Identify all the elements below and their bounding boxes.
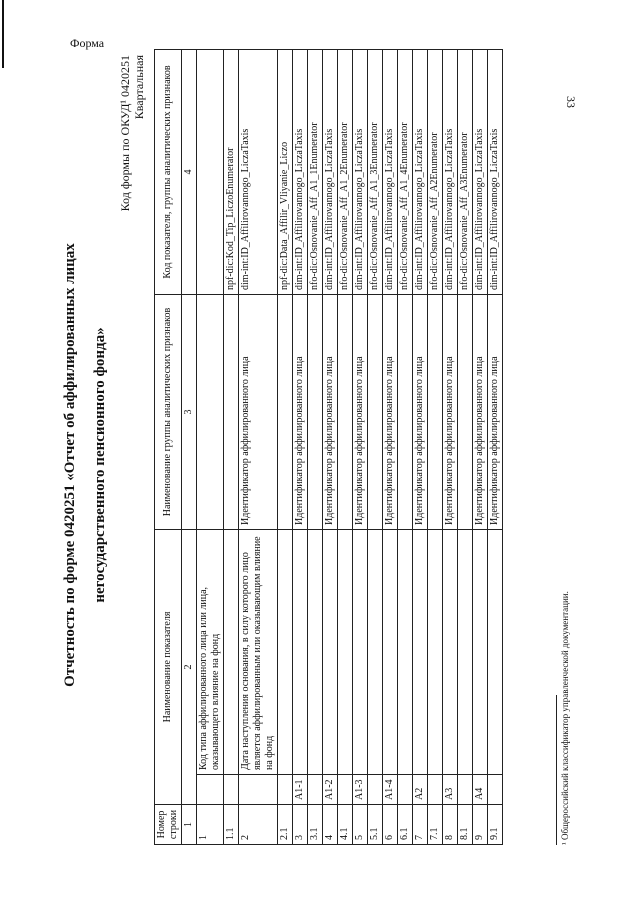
indicator-code-cell: nfo-dic:Osnovanie_Aff_A1_2Enumerator [338, 49, 353, 294]
row-ref-cell: A4 [473, 775, 488, 805]
indicator-code-cell: dim-int:ID_Affilirovannogo_LiczaTaxis [413, 49, 428, 294]
page-number: 33 [564, 96, 578, 108]
row-ref-cell: A2 [413, 775, 428, 805]
document-title-line1: Отчетность по форме 0420251 «Отчет об аффилированных лицах [62, 243, 78, 687]
group-name-cell [197, 294, 224, 529]
indicator-name-cell [458, 529, 473, 774]
header-indicator-code: Код показателя, группы аналитических признаков [155, 49, 182, 294]
group-name-cell: Идентификатор аффилированного лица [323, 294, 338, 529]
row-number-cell: 4 [323, 805, 338, 845]
group-name-cell: Идентификатор аффилированного лица [239, 294, 278, 529]
row-ref-cell: A1-2 [323, 775, 338, 805]
column-number: 4 [182, 49, 197, 294]
row-ref-cell [488, 775, 503, 805]
row-ref-cell: A1-4 [383, 775, 398, 805]
table-row [293, 49, 308, 844]
indicator-name-cell [473, 529, 488, 774]
row-number-cell: 9 [473, 805, 488, 845]
column-number-row [182, 49, 197, 844]
row-number-cell: 7 [413, 805, 428, 845]
row-ref-cell [398, 775, 413, 805]
table-row [323, 49, 338, 844]
table-row [473, 49, 488, 844]
row-ref-cell [308, 775, 323, 805]
okud-code-line: Код формы по ОКУД¹ 0420251 [118, 55, 132, 212]
okud-code [118, 55, 146, 295]
row-number-cell: 3 [293, 805, 308, 845]
table-row [353, 49, 368, 844]
header-row-number: Номер строки [155, 805, 182, 845]
table-row [338, 49, 353, 844]
table-row [458, 49, 473, 844]
row-ref-cell [197, 775, 224, 805]
row-ref-cell [368, 775, 383, 805]
row-number-cell: 7.1 [428, 805, 443, 845]
group-name-cell [224, 294, 239, 529]
row-number-cell: 2.1 [278, 805, 293, 845]
table-row [383, 49, 398, 844]
row-ref-cell [338, 775, 353, 805]
indicator-code-cell: dim-int:ID_Affilirovannogo_LiczaTaxis [323, 49, 338, 294]
indicator-code-cell: dim-int:ID_Affilirovannogo_LiczaTaxis [383, 49, 398, 294]
row-ref-cell [224, 775, 239, 805]
table-row [413, 49, 428, 844]
row-ref-cell [278, 775, 293, 805]
group-name-cell: Идентификатор аффилированного лица [473, 294, 488, 529]
indicator-name-cell [293, 529, 308, 774]
indicators-table [154, 49, 503, 845]
group-name-cell: Идентификатор аффилированного лица [383, 294, 398, 529]
group-name-cell [398, 294, 413, 529]
table-body [197, 49, 503, 844]
indicator-code-cell: dim-int:ID_Affilirovannogo_LiczaTaxis [443, 49, 458, 294]
group-name-cell [338, 294, 353, 529]
indicator-name-cell: Дата наступления основания, в силу которого лицо является аффилированным или оказывающим влияние на фонд [239, 529, 278, 774]
indicator-name-cell [338, 529, 353, 774]
table-row [428, 49, 443, 844]
group-name-cell: Идентификатор аффилированного лица [443, 294, 458, 529]
indicator-code-cell [197, 49, 224, 294]
indicator-name-cell [413, 529, 428, 774]
table-row [368, 49, 383, 844]
indicator-name-cell [383, 529, 398, 774]
footnote-rule [556, 695, 557, 845]
indicator-name-cell: Код типа аффилированного лица или лица, оказывающего влияние на фонд [197, 529, 224, 774]
row-number-cell: 1.1 [224, 805, 239, 845]
group-name-cell: Идентификатор аффилированного лица [353, 294, 368, 529]
row-ref-cell: A1-1 [293, 775, 308, 805]
row-number-cell: 6.1 [398, 805, 413, 845]
table-row [239, 49, 278, 844]
indicator-code-cell: dim-int:ID_Affilirovannogo_LiczaTaxis [353, 49, 368, 294]
indicator-name-cell [443, 529, 458, 774]
row-number-cell: 6 [383, 805, 398, 845]
group-name-cell [428, 294, 443, 529]
indicator-code-cell: dim-int:ID_Affilirovannogo_LiczaTaxis [488, 49, 503, 294]
column-number: 2 [182, 529, 197, 804]
row-ref-cell [458, 775, 473, 805]
table-row [197, 49, 224, 844]
indicator-name-cell [488, 529, 503, 774]
indicator-code-cell: dim-int:ID_Affilirovannogo_LiczaTaxis [239, 49, 278, 294]
table-row [398, 49, 413, 844]
group-name-cell [458, 294, 473, 529]
indicator-name-cell [308, 529, 323, 774]
table-row [488, 49, 503, 844]
indicator-name-cell [323, 529, 338, 774]
indicator-name-cell [353, 529, 368, 774]
indicator-code-cell: npf-dic:Data_Affilir_Vliyanie_Liczo [278, 49, 293, 294]
row-number-cell: 2 [239, 805, 278, 845]
group-name-cell [308, 294, 323, 529]
table-header-row [155, 49, 182, 844]
group-name-cell: Идентификатор аффилированного лица [413, 294, 428, 529]
row-number-cell: 4.1 [338, 805, 353, 845]
indicator-code-cell: nfo-dic:Osnovanie_Aff_A3Enumerator [458, 49, 473, 294]
table-row [224, 49, 239, 844]
group-name-cell [278, 294, 293, 529]
column-number: 1 [182, 805, 197, 845]
indicator-code-cell: nfo-dic:Osnovanie_Aff_A1_4Enumerator [398, 49, 413, 294]
row-number-cell: 8 [443, 805, 458, 845]
row-number-cell: 5.1 [368, 805, 383, 845]
indicator-name-cell [368, 529, 383, 774]
row-ref-cell: A3 [443, 775, 458, 805]
document-title-line2: негосударственного пенсионного фонда» [92, 327, 108, 603]
footnote: ¹ Общероссийский классификатор управленческой документации. [560, 591, 570, 845]
row-number-cell: 3.1 [308, 805, 323, 845]
indicator-code-cell: dim-int:ID_Affilirovannogo_LiczaTaxis [473, 49, 488, 294]
group-name-cell [368, 294, 383, 529]
row-number-cell: 5 [353, 805, 368, 845]
form-label: Форма [70, 36, 105, 50]
indicator-code-cell: nfo-dic:Osnovanie_Aff_A1_1Enumerator [308, 49, 323, 294]
row-ref-cell: A1-3 [353, 775, 368, 805]
periodicity-label: Квартальная [132, 55, 146, 120]
row-number-cell: 1 [197, 805, 224, 845]
indicator-name-cell [278, 529, 293, 774]
indicator-name-cell [224, 529, 239, 774]
group-name-cell: Идентификатор аффилированного лица [488, 294, 503, 529]
indicator-code-cell: nfo-dic:Osnovanie_Aff_A2Enumerator [428, 49, 443, 294]
indicator-code-cell: npf-dic:Kod_Tip_LiczoEnumerator [224, 49, 239, 294]
indicator-name-cell [398, 529, 413, 774]
row-number-cell: 8.1 [458, 805, 473, 845]
indicator-name-cell [428, 529, 443, 774]
column-number: 3 [182, 294, 197, 529]
table-row [443, 49, 458, 844]
table-row [278, 49, 293, 844]
table-row [308, 49, 323, 844]
row-ref-cell [428, 775, 443, 805]
indicator-code-cell: nfo-dic:Osnovanie_Aff_A1_3Enumerator [368, 49, 383, 294]
header-group-name: Наименование группы аналитических признаков [155, 294, 182, 529]
header-indicator-name: Наименование показателя [155, 529, 182, 804]
group-name-cell: Идентификатор аффилированного лица [293, 294, 308, 529]
row-ref-cell [239, 775, 278, 805]
indicator-code-cell: dim-int:ID_Affilirovannogo_LiczaTaxis [293, 49, 308, 294]
row-number-cell: 9.1 [488, 805, 503, 845]
